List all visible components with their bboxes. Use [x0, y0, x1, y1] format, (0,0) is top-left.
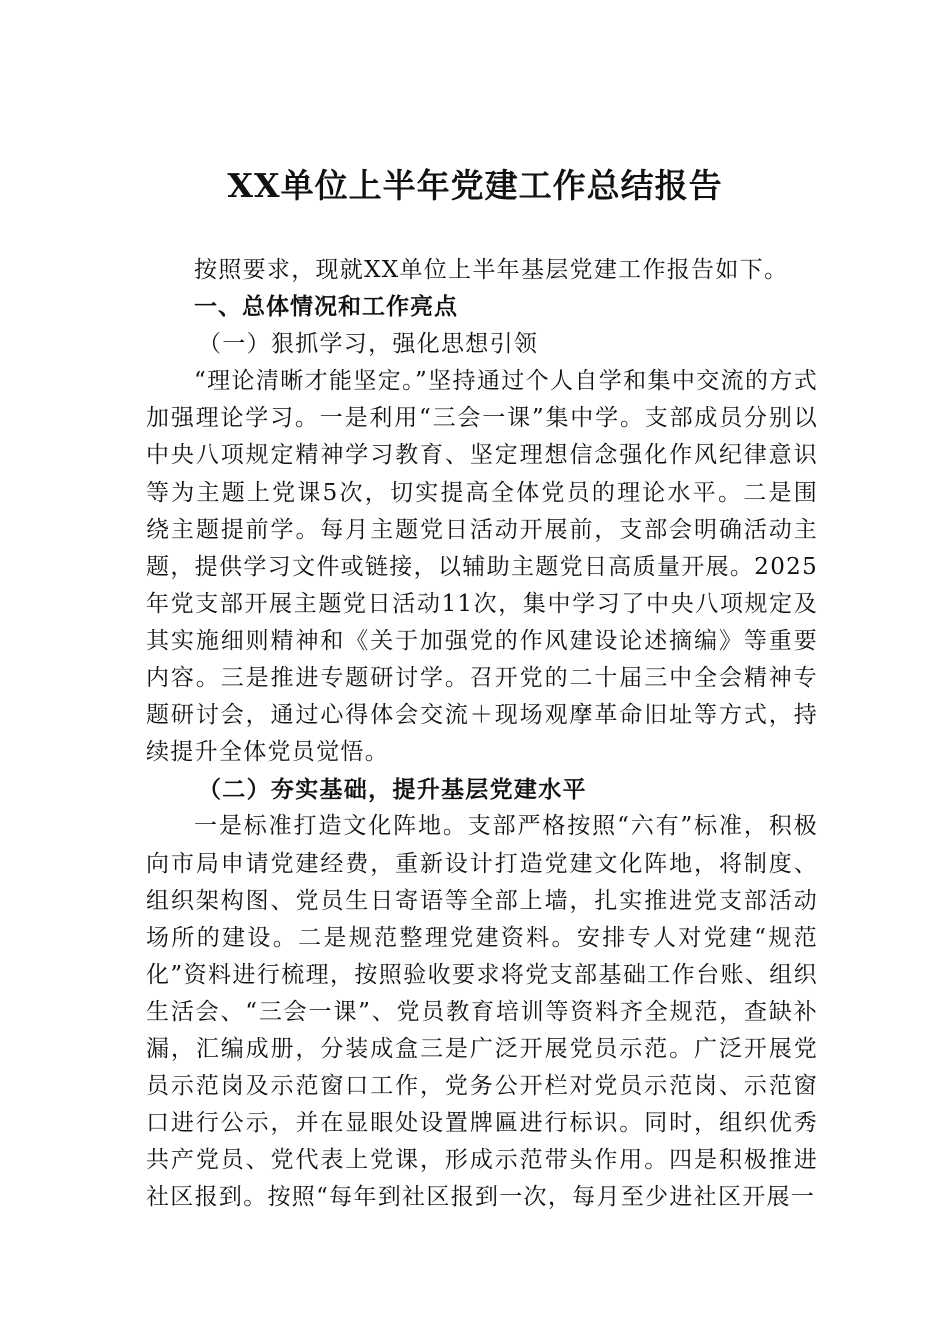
subsection-paragraph-1: “理论清晰才能坚定。”坚持通过个人自学和集中交流的方式加强理论学习。一是利用“三会一课”集中学。支部成员分别以中央八项规定精神学习教育、坚定理想信念强化作风纪律意识等为主题上党课5次，切实提高全体党员的理论水平。二是围绕主题提前学。每月主题党日活动开展前，支部会明确活动主题，提供学习文件或链接，以辅助主题党日高质量开展。2025年党支部开展主题党日活动11次，集中学习了中央八项规定及其实施细则精神和《关于加强党的作风建设论述摘编》等重要内容。三是推进专题研讨学。召开党的二十届三中全会精神专题研讨会，通过心得体会交流＋现场观摩革命旧址等方式，持续提升全体党员觉悟。 [146, 368, 818, 766]
section-heading-1: 一、总体情况和工作亮点 [194, 294, 458, 321]
subsection-paragraph-2: 一是标准打造文化阵地。支部严格按照“六有”标准，积极向市局申请党建经费，重新设计打造党建文化阵地，将制度、组织架构图、党员生日寄语等全部上墙，扎实推进党支部活动场所的建设。二是规范整理党建资料。安排专人对党建“规范化”资料进行梳理，按照验收要求将党支部基础工作台账、组织生活会、“三会一课”、党员教育培训等资料齐全规范，查缺补漏，汇编成册，分装成盒三是广泛开展党员示范。广泛开展党员示范岗及示范窗口工作，党务公开栏对党员示范岗、示范窗口进行公示，并在显眼处设置牌匾进行标识。同时，组织优秀共产党员、党代表上党课，形成示范带头作用。四是积极推进社区报到。按照“每年到社区报到一次，每月至少进社区开展一 [146, 813, 818, 1211]
document-title: XX单位上半年党建工作总结报告 [227, 166, 723, 205]
document-body [146, 252, 818, 1216]
subsection-heading-2: （二）夯实基础，提升基层党建水平 [198, 776, 587, 804]
intro-paragraph: 按照要求，现就XX单位上半年基层党建工作报告如下。 [194, 257, 789, 283]
subsection-heading-1: （一）狠抓学习，强化思想引领 [198, 331, 539, 358]
